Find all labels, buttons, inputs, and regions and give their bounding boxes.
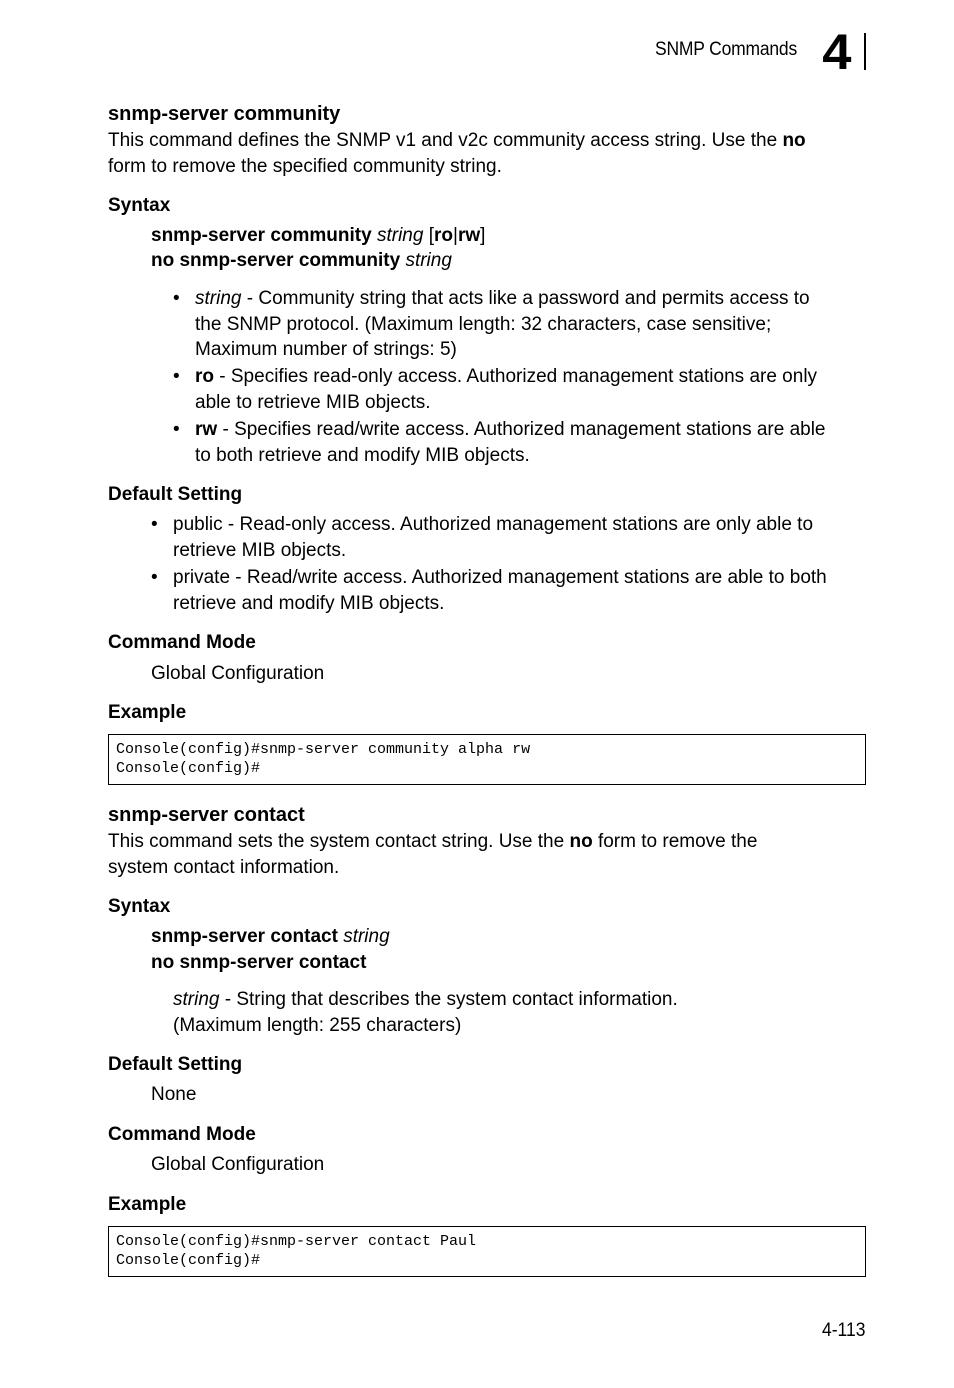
chapter-rule — [864, 33, 866, 70]
mode-heading-contact: Command Mode — [108, 1124, 256, 1145]
command-title-community: snmp-server community — [108, 103, 341, 125]
param-item-ro — [195, 364, 875, 415]
description-text: form to remove the — [592, 831, 758, 852]
default-text: private - Read/write access. Authorized management stations are able to both — [173, 567, 827, 588]
running-header-title: SNMP Commands — [655, 39, 798, 60]
command-description-contact — [108, 829, 868, 880]
param-item-rw — [195, 417, 875, 468]
mode-value-contact: Global Configuration — [151, 1154, 325, 1175]
syntax-ro: ro — [434, 225, 453, 246]
param-item-contact-string — [173, 987, 873, 1038]
description-text-2: system contact information. — [108, 856, 340, 878]
code-line: Console(config)# — [116, 1252, 261, 1269]
default-text: retrieve and modify MIB objects. — [173, 592, 445, 614]
syntax-rw: rw — [457, 225, 481, 246]
syntax-line-community — [151, 223, 485, 249]
syntax-no-line-contact: no snmp-server contact — [151, 952, 367, 973]
syntax-param: string — [343, 926, 390, 947]
default-text: retrieve MIB objects. — [173, 539, 347, 561]
syntax-no-line-community — [151, 248, 452, 274]
command-description-community — [108, 128, 868, 179]
example-heading-community: Example — [108, 702, 187, 723]
param-text: - String that describes the system contact information. — [219, 989, 678, 1010]
example-heading-contact: Example — [108, 1194, 187, 1215]
param-text: able to retrieve MIB objects. — [195, 391, 431, 413]
description-text: This command defines the SNMP v1 and v2c community access string. Use the — [108, 130, 783, 151]
param-term: rw — [195, 419, 218, 440]
default-heading-community: Default Setting — [108, 484, 243, 505]
keyword-no: no — [569, 831, 593, 852]
mode-value-community: Global Configuration — [151, 663, 325, 684]
chapter-number: 4 — [822, 24, 852, 80]
description-text: This command sets the system contact string. Use the — [108, 831, 570, 852]
param-text: to both retrieve and modify MIB objects. — [195, 444, 530, 466]
code-line: Console(config)#snmp-server contact Paul — [116, 1233, 477, 1250]
default-item-private — [173, 565, 873, 616]
bracket-open: [ — [428, 225, 434, 246]
syntax-bar: | — [453, 225, 458, 246]
default-value-contact: None — [151, 1084, 197, 1105]
param-text: Maximum number of strings: 5) — [195, 339, 457, 360]
param-text: - Specifies read/write access. Authorized management stations are able — [217, 419, 826, 440]
syntax-command: snmp-server contact — [151, 926, 338, 947]
description-text-2: form to remove the specified community string. — [108, 155, 502, 177]
keyword-no: no — [782, 130, 806, 151]
syntax-param: string — [376, 225, 424, 246]
param-text: - Community string that acts like a password and permits access to — [241, 288, 810, 309]
bullet-icon: • — [151, 567, 158, 588]
bracket-close: ] — [480, 225, 486, 246]
param-term: string — [195, 288, 242, 309]
bullet-icon: • — [173, 419, 180, 440]
syntax-command: snmp-server community — [151, 225, 372, 246]
param-text: - Specifies read-only access. Authorized management stations are only — [214, 366, 818, 387]
command-title-contact: snmp-server contact — [108, 804, 305, 826]
page-number: 4-113 — [822, 1320, 866, 1341]
syntax-param: string — [405, 250, 452, 271]
bullet-icon: • — [173, 366, 180, 387]
code-example-community — [108, 734, 866, 785]
code-line: Console(config)# — [116, 760, 261, 777]
syntax-no-command: no snmp-server community — [151, 250, 401, 271]
syntax-line-contact — [151, 924, 390, 950]
mode-heading-community: Command Mode — [108, 632, 256, 653]
syntax-heading-community: Syntax — [108, 195, 171, 216]
param-text: the SNMP protocol. (Maximum length: 32 characters, case sensitive; — [195, 313, 772, 335]
param-term: ro — [195, 366, 214, 387]
bullet-icon: • — [173, 288, 180, 309]
code-example-contact — [108, 1226, 866, 1277]
default-heading-contact: Default Setting — [108, 1054, 243, 1075]
default-text: public - Read-only access. Authorized management stations are only able to — [173, 514, 814, 535]
syntax-heading-contact: Syntax — [108, 896, 171, 917]
default-item-public — [173, 512, 873, 563]
bullet-icon: • — [151, 514, 158, 535]
param-text: (Maximum length: 255 characters) — [173, 1014, 462, 1036]
param-term: string — [173, 989, 220, 1010]
code-line: Console(config)#snmp-server community alpha rw — [116, 741, 531, 758]
param-item-string — [195, 286, 875, 363]
